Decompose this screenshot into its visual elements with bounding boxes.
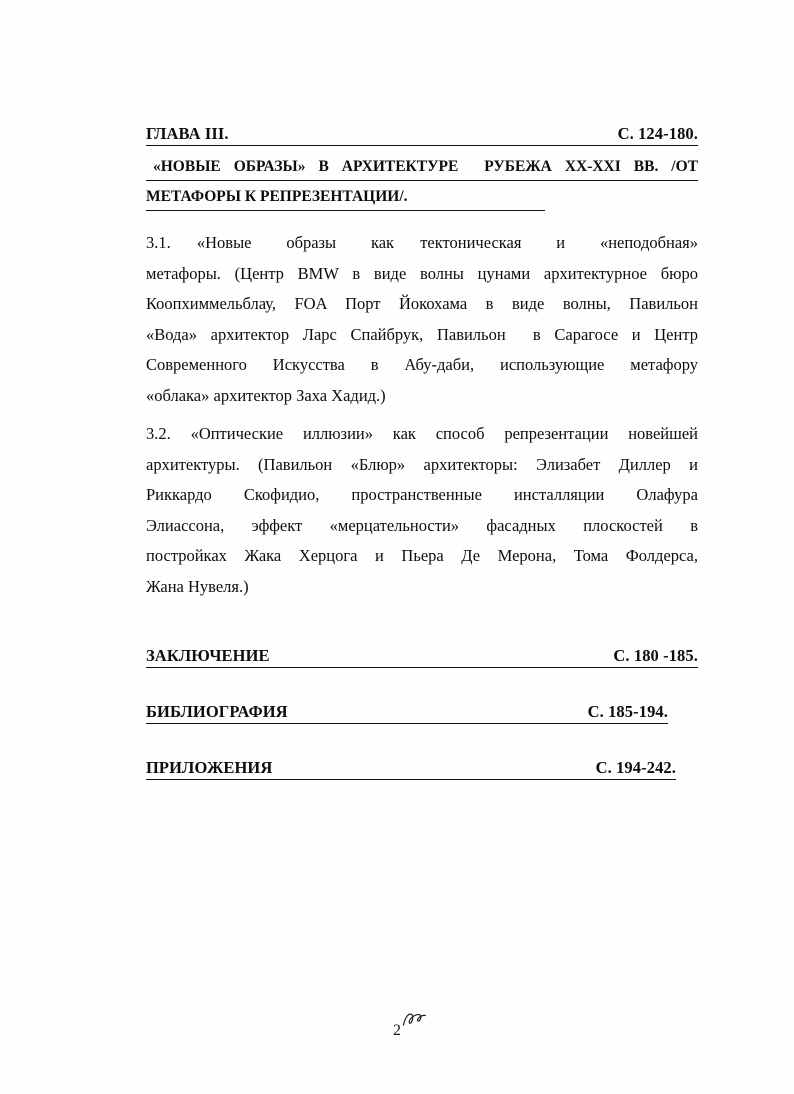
chapter-title-line: «НОВЫЕ ОБРАЗЫ» В АРХИТЕКТУРЕ РУБЕЖА XX-XXI ВВ. /ОТ xyxy=(146,154,698,181)
section-3-2-paragraph xyxy=(146,419,698,602)
paragraph-line: Коопхиммельблау, FOA Порт Йокохама в виде волны, Павильон xyxy=(146,294,698,313)
folio-number-wrap xyxy=(393,1022,401,1039)
folio-number: 2 xyxy=(393,1022,401,1039)
back-matter-row-conclusion xyxy=(146,646,698,668)
chapter-title-line: МЕТАФОРЫ К РЕПРЕЗЕНТАЦИИ/. xyxy=(146,184,545,211)
back-matter-pages: С. 194-242. xyxy=(595,758,676,777)
paragraph-line: Жана Нувеля.) xyxy=(146,576,249,596)
spacer xyxy=(146,411,698,419)
paragraph-line: Риккардо Скофидио, пространственные инсталляции Олафура xyxy=(146,485,698,504)
back-matter-pages: С. 185-194. xyxy=(587,702,668,721)
paragraph-line: постройках Жака Херцога и Пьера Де Мерона, Тома Фолдерса, xyxy=(146,546,698,565)
chapter-heading-row xyxy=(146,124,698,146)
paragraph-line: 3.2. «Оптические иллюзии» как способ репрезентации новейшей xyxy=(146,424,698,443)
spacer xyxy=(146,602,698,646)
paragraph-line: «Вода» архитектор Ларс Спайбрук, Павильон в Сарагосе и Центр xyxy=(146,324,698,344)
paragraph-line: архитектуры. (Павильон «Блюр» архитекторы: Элизабет Диллер и xyxy=(146,454,698,474)
paragraph-line: Элиассона, эффект «мерцательности» фасадных плоскостей в xyxy=(146,515,698,535)
back-matter-row-bibliography xyxy=(146,702,668,724)
back-matter-pages: С. 180 -185. xyxy=(613,646,698,665)
back-matter-label: ПРИЛОЖЕНИЯ xyxy=(146,758,273,777)
back-matter-label: БИБЛИОГРАФИЯ xyxy=(146,702,288,721)
chapter-heading-pages: С. 124-180. xyxy=(617,124,698,143)
spacer xyxy=(146,668,698,702)
section-3-1-paragraph xyxy=(146,228,698,411)
spacer xyxy=(146,214,698,228)
handwritten-squiggle-icon xyxy=(401,1010,427,1028)
paragraph-line: Современного Искусства в Абу-даби, использующие метафору xyxy=(146,355,698,374)
chapter-title xyxy=(146,154,698,211)
content-column xyxy=(146,124,698,780)
spacer xyxy=(146,724,698,758)
back-matter-row-appendices xyxy=(146,758,676,780)
page-folio xyxy=(0,1022,794,1040)
chapter-heading-label: ГЛАВА III. xyxy=(146,124,229,143)
paragraph-line: 3.1. «Новые образы как тектоническая и «неподобная» xyxy=(146,233,698,252)
paragraph-line: «облака» архитектор Заха Хадид.) xyxy=(146,385,386,405)
back-matter-label: ЗАКЛЮЧЕНИЕ xyxy=(146,646,270,665)
paragraph-line: метафоры. (Центр BMW в виде волны цунами архитектурное бюро xyxy=(146,263,698,283)
